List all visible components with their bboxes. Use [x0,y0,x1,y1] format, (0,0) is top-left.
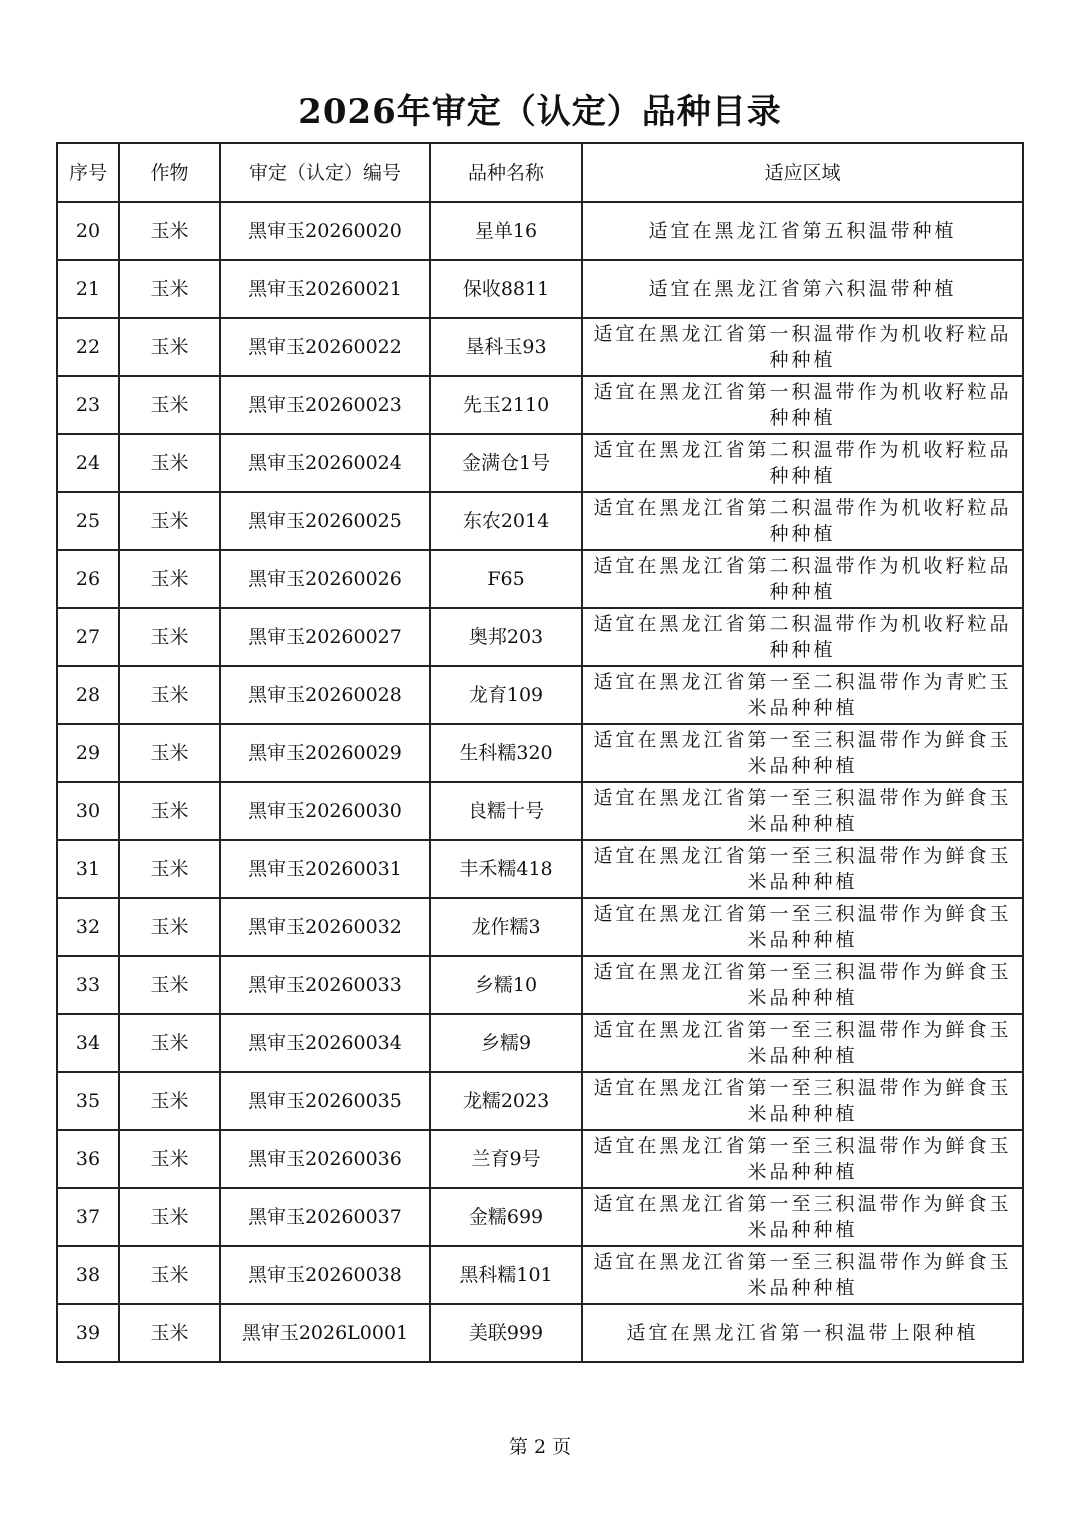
cell-crop: 玉米 [119,202,220,260]
cell-crop: 玉米 [119,1246,220,1304]
cell-adaptation-region: 适宜在黑龙江省第一积温带作为机收籽粒品种种植 [582,376,1023,434]
cell-crop: 玉米 [119,898,220,956]
cell-adaptation-region: 适宜在黑龙江省第二积温带作为机收籽粒品种种植 [582,550,1023,608]
cell-serial: 34 [57,1014,119,1072]
cell-variety-name: 东农2014 [430,492,582,550]
cell-serial: 33 [57,956,119,1014]
cell-serial: 25 [57,492,119,550]
cell-adaptation-region: 适宜在黑龙江省第五积温带种植 [582,202,1023,260]
cell-approval-number: 黑审玉20260027 [220,608,430,666]
cell-serial: 22 [57,318,119,376]
cell-serial: 24 [57,434,119,492]
table-row [57,492,1023,550]
cell-adaptation-region: 适宜在黑龙江省第二积温带作为机收籽粒品种种植 [582,608,1023,666]
cell-approval-number: 黑审玉20260020 [220,202,430,260]
cell-variety-name: 保收8811 [430,260,582,318]
cell-crop: 玉米 [119,666,220,724]
cell-variety-name: 乡糯9 [430,1014,582,1072]
cell-crop: 玉米 [119,782,220,840]
cell-approval-number: 黑审玉20260022 [220,318,430,376]
table-row [57,666,1023,724]
cell-variety-name: 生科糯320 [430,724,582,782]
cell-serial: 27 [57,608,119,666]
cell-crop: 玉米 [119,956,220,1014]
header-variety-name: 品种名称 [430,143,582,202]
cell-serial: 39 [57,1304,119,1362]
cell-serial: 36 [57,1130,119,1188]
cell-adaptation-region: 适宜在黑龙江省第一至三积温带作为鲜食玉米品种种植 [582,1072,1023,1130]
cell-approval-number: 黑审玉20260032 [220,898,430,956]
cell-variety-name: 龙育109 [430,666,582,724]
cell-approval-number: 黑审玉20260034 [220,1014,430,1072]
cell-approval-number: 黑审玉20260029 [220,724,430,782]
cell-approval-number: 黑审玉20260038 [220,1246,430,1304]
cell-variety-name: 龙作糯3 [430,898,582,956]
cell-variety-name: 丰禾糯418 [430,840,582,898]
cell-serial: 21 [57,260,119,318]
cell-approval-number: 黑审玉20260030 [220,782,430,840]
cell-crop: 玉米 [119,550,220,608]
cell-serial: 37 [57,1188,119,1246]
cell-adaptation-region: 适宜在黑龙江省第一至三积温带作为鲜食玉米品种种植 [582,724,1023,782]
table-row [57,260,1023,318]
cell-adaptation-region: 适宜在黑龙江省第一至三积温带作为鲜食玉米品种种植 [582,956,1023,1014]
cell-approval-number: 黑审玉20260037 [220,1188,430,1246]
cell-approval-number: 黑审玉20260025 [220,492,430,550]
cell-adaptation-region: 适宜在黑龙江省第二积温带作为机收籽粒品种种植 [582,434,1023,492]
table-header-row [57,143,1023,202]
cell-approval-number: 黑审玉20260033 [220,956,430,1014]
cell-approval-number: 黑审玉20260028 [220,666,430,724]
cell-adaptation-region: 适宜在黑龙江省第一至三积温带作为鲜食玉米品种种植 [582,898,1023,956]
header-crop: 作物 [119,143,220,202]
cell-variety-name: 金满仓1号 [430,434,582,492]
cell-adaptation-region: 适宜在黑龙江省第一至二积温带作为青贮玉米品种种植 [582,666,1023,724]
table-row [57,1072,1023,1130]
cell-variety-name: 奥邦203 [430,608,582,666]
cell-adaptation-region: 适宜在黑龙江省第一至三积温带作为鲜食玉米品种种植 [582,1188,1023,1246]
cell-approval-number: 黑审玉20260024 [220,434,430,492]
table-row [57,434,1023,492]
cell-adaptation-region: 适宜在黑龙江省第一至三积温带作为鲜食玉米品种种植 [582,1246,1023,1304]
table-row [57,550,1023,608]
table-row [57,956,1023,1014]
table-body [57,202,1023,1362]
variety-catalog-table [56,142,1024,1363]
table-row [57,898,1023,956]
cell-variety-name: 先玉2110 [430,376,582,434]
cell-adaptation-region: 适宜在黑龙江省第一至三积温带作为鲜食玉米品种种植 [582,840,1023,898]
page-number: 第 2 页 [508,1436,572,1458]
cell-crop: 玉米 [119,260,220,318]
table-row [57,1304,1023,1362]
cell-variety-name: 星单16 [430,202,582,260]
cell-crop: 玉米 [119,434,220,492]
table-row [57,318,1023,376]
cell-serial: 23 [57,376,119,434]
table-row [57,1014,1023,1072]
cell-serial: 38 [57,1246,119,1304]
table-row [57,840,1023,898]
cell-adaptation-region: 适宜在黑龙江省第一至三积温带作为鲜食玉米品种种植 [582,782,1023,840]
cell-serial: 26 [57,550,119,608]
cell-approval-number: 黑审玉2026L0001 [220,1304,430,1362]
cell-variety-name: 美联999 [430,1304,582,1362]
cell-crop: 玉米 [119,1072,220,1130]
cell-approval-number: 黑审玉20260035 [220,1072,430,1130]
header-approval-number: 审定（认定）编号 [220,143,430,202]
cell-adaptation-region: 适宜在黑龙江省第一积温带作为机收籽粒品种种植 [582,318,1023,376]
cell-variety-name: F65 [430,550,582,608]
table-row [57,608,1023,666]
cell-approval-number: 黑审玉20260021 [220,260,430,318]
cell-crop: 玉米 [119,840,220,898]
table-row [57,376,1023,434]
cell-approval-number: 黑审玉20260026 [220,550,430,608]
cell-adaptation-region: 适宜在黑龙江省第二积温带作为机收籽粒品种种植 [582,492,1023,550]
cell-adaptation-region: 适宜在黑龙江省第一至三积温带作为鲜食玉米品种种植 [582,1014,1023,1072]
cell-adaptation-region: 适宜在黑龙江省第一至三积温带作为鲜食玉米品种种植 [582,1130,1023,1188]
cell-serial: 29 [57,724,119,782]
cell-crop: 玉米 [119,1188,220,1246]
table-row [57,782,1023,840]
cell-crop: 玉米 [119,724,220,782]
cell-serial: 20 [57,202,119,260]
cell-crop: 玉米 [119,1014,220,1072]
cell-adaptation-region: 适宜在黑龙江省第六积温带种植 [582,260,1023,318]
cell-crop: 玉米 [119,376,220,434]
cell-crop: 玉米 [119,492,220,550]
table-row [57,724,1023,782]
cell-variety-name: 乡糯10 [430,956,582,1014]
cell-serial: 28 [57,666,119,724]
cell-crop: 玉米 [119,608,220,666]
cell-variety-name: 垦科玉93 [430,318,582,376]
page-title: 2026年审定（认定）品种目录 [298,92,782,132]
header-adaptation-region: 适应区域 [582,143,1023,202]
cell-adaptation-region: 适宜在黑龙江省第一积温带上限种植 [582,1304,1023,1362]
cell-variety-name: 龙糯2023 [430,1072,582,1130]
table-row [57,1188,1023,1246]
cell-serial: 35 [57,1072,119,1130]
table-row [57,1130,1023,1188]
cell-serial: 30 [57,782,119,840]
cell-approval-number: 黑审玉20260036 [220,1130,430,1188]
cell-serial: 31 [57,840,119,898]
cell-approval-number: 黑审玉20260031 [220,840,430,898]
cell-variety-name: 良糯十号 [430,782,582,840]
cell-approval-number: 黑审玉20260023 [220,376,430,434]
cell-variety-name: 金糯699 [430,1188,582,1246]
cell-variety-name: 黑科糯101 [430,1246,582,1304]
cell-crop: 玉米 [119,1304,220,1362]
cell-crop: 玉米 [119,318,220,376]
cell-crop: 玉米 [119,1130,220,1188]
table-row [57,202,1023,260]
header-serial: 序号 [57,143,119,202]
cell-serial: 32 [57,898,119,956]
table-row [57,1246,1023,1304]
cell-variety-name: 兰育9号 [430,1130,582,1188]
